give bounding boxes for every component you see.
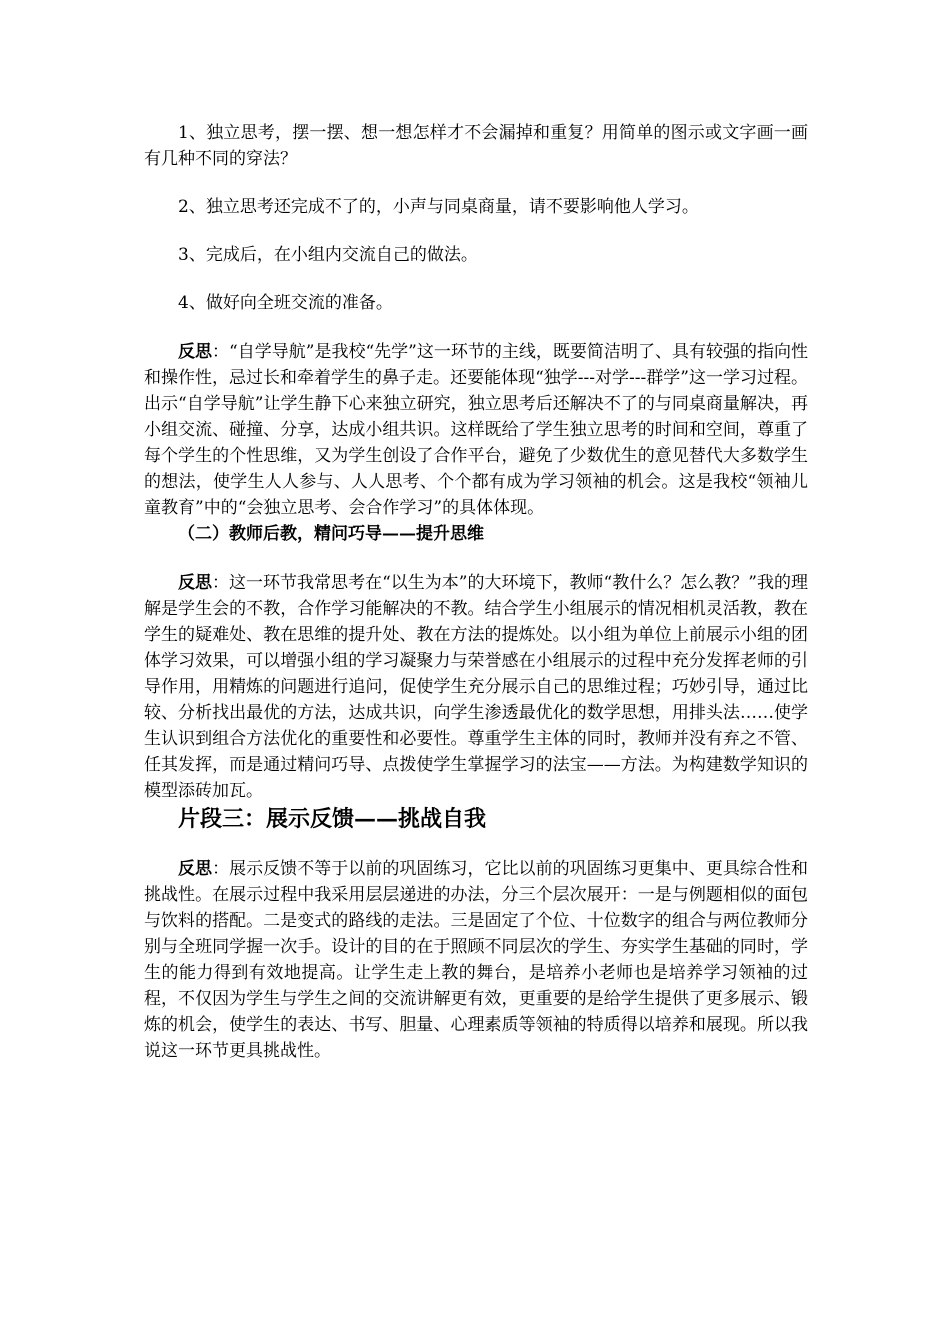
reflection-text: ：“自学导航”是我校“先学”这一环节的主线，既要简洁明了、具有较强的指向性和操作性，忌过长和牵着学生的鼻子走。还要能体现“独学---对学---群学”这一学习过程。出示“自学导航”让学生静下心来独立研究，独立思考后还解决不了的与同桌商量解决，再小组交流、碰撞、分享，达成小组共识。这样既给了学生独立思考的时间和空间，尊重了每个学生的个性思维，又为学生创设了合作平台，避免了少数优生的意见替代大多数学生的想法，使学生人人参与、人人思考、个个都有成为学习领袖的机会。这是我校“领袖儿童教育”中的“会独立思考、会合作学习”的具体体现。 [144,342,808,518]
reflection-text: ：这一环节我常思考在“以生为本”的大环境下，教师“教什么？怎么教？”我的理解是学生会的不教，合作学习能解决的不教。结合学生小组展示的情况相机灵活教，教在学生的疑难处、教在思维的提升处、教在方法的提炼处。以小组为单位上前展示小组的团体学习效果，可以增强小组的学习凝聚力与荣誉感在小组展示的过程中充分发挥老师的引导作用，用精炼的问题进行追问，促使学生充分展示自己的思维过程；巧妙引导，通过比较、分析找出最优的方法，达成共识，向学生渗透最优化的数学思想，用排头法……使学生认识到组合方法优化的重要性和必要性。尊重学生主体的同时，教师并没有弃之不管、任其发挥，而是通过精问巧导、点拨使学生掌握学习的法宝——方法。为构建数学知识的模型添砖加瓦。 [144,573,808,801]
step-2: 2、独立思考还完成不了的，小声与同桌商量，请不要影响他人学习。 [178,197,699,217]
step-3: 3、完成后，在小组内交流自己的做法。 [178,245,478,265]
step-1: 1、独立思考，摆一摆、想一想怎样才不会漏掉和重复？用简单的图示或文字画一画有几种不同的穿法？ [144,123,808,169]
reflection-text: ：展示反馈不等于以前的巩固练习，它比以前的巩固练习更集中、更具综合性和挑战性。在展示过程中我采用层层递进的办法，分三个层次展开：一是与例题相似的面包与饮料的搭配。二是变式的路线的走法。三是固定了个位、十位数字的组合与两位教师分别与全班同学握一次手。设计的目的在于照顾不同层次的学生、夯实学生基础的同时，学生的能力得到有效地提高。让学生走上教的舞台，是培养小老师也是培养学习领袖的过程，不仅因为学生与学生之间的交流讲解更有效，更重要的是给学生提供了更多展示、锻炼的机会，使学生的表达、书写、胆量、心理素质等领袖的特质得以培养和展现。所以我说这一环节更具挑战性。 [144,859,809,1061]
step-4: 4、做好向全班交流的准备。 [178,293,393,313]
reflection-paragraph-1 [144,339,808,521]
reflection-label: 反思 [178,342,213,362]
reflection-label: 反思 [178,573,213,593]
reflection-paragraph-3 [144,856,808,1064]
section-heading-teacher: （二）教师后教，精问巧导——提升思维 [178,524,484,544]
document-page [144,120,808,1064]
fragment-heading-3: 片段三：展示反馈——挑战自我 [178,806,487,832]
reflection-paragraph-2 [144,570,808,804]
reflection-label: 反思 [178,859,213,879]
